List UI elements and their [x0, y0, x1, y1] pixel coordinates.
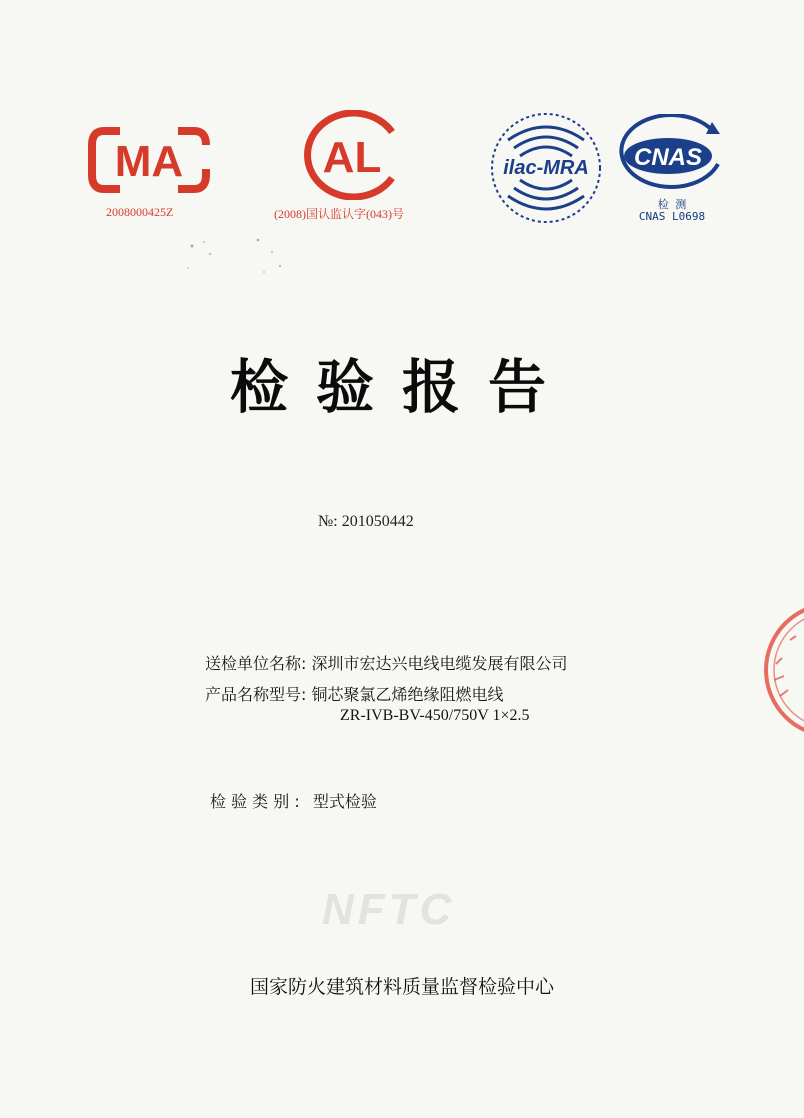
scan-specks	[180, 232, 300, 282]
page-title: 检验报告	[229, 353, 574, 421]
cal-logo-text: AL	[322, 133, 382, 182]
client-row	[205, 651, 568, 674]
category-row	[210, 789, 377, 812]
ilac-mra-logo	[488, 110, 604, 226]
cma-logo	[88, 125, 210, 195]
client-label: 送检单位名称:	[205, 654, 307, 673]
cnas-logo	[612, 114, 724, 198]
cal-logo	[296, 110, 408, 200]
cal-cert-number: (2008)国认监认字(043)号	[274, 207, 404, 221]
product-model: ZR-IVB-BV-450/750V 1×2.5	[340, 707, 530, 724]
cma-cert-number: 2008000425Z	[106, 205, 174, 219]
product-value: 铜芯聚氯乙烯绝缘阻燃电线	[311, 685, 504, 704]
client-value: 深圳市宏达兴电线电缆发展有限公司	[311, 654, 568, 673]
official-seal	[752, 600, 804, 740]
report-number: №: 201050442	[318, 513, 414, 530]
category-value: 型式检验	[312, 792, 377, 811]
category-label: 检 验 类 别 :	[210, 792, 300, 811]
cnas-accreditation-number: CNAS L0698	[638, 210, 706, 223]
cnas-label-line1: 检 测	[657, 198, 687, 211]
nftc-watermark: NFTC	[322, 885, 456, 934]
ilac-logo-text: ilac-MRA	[503, 157, 589, 179]
cma-logo-text: MA	[114, 137, 184, 186]
product-row	[205, 682, 504, 705]
cnas-logo-text: CNAS	[633, 144, 703, 171]
issuer-name: 国家防火建筑材料质量监督检验中心	[249, 976, 554, 998]
product-label: 产品名称型号:	[205, 685, 307, 704]
